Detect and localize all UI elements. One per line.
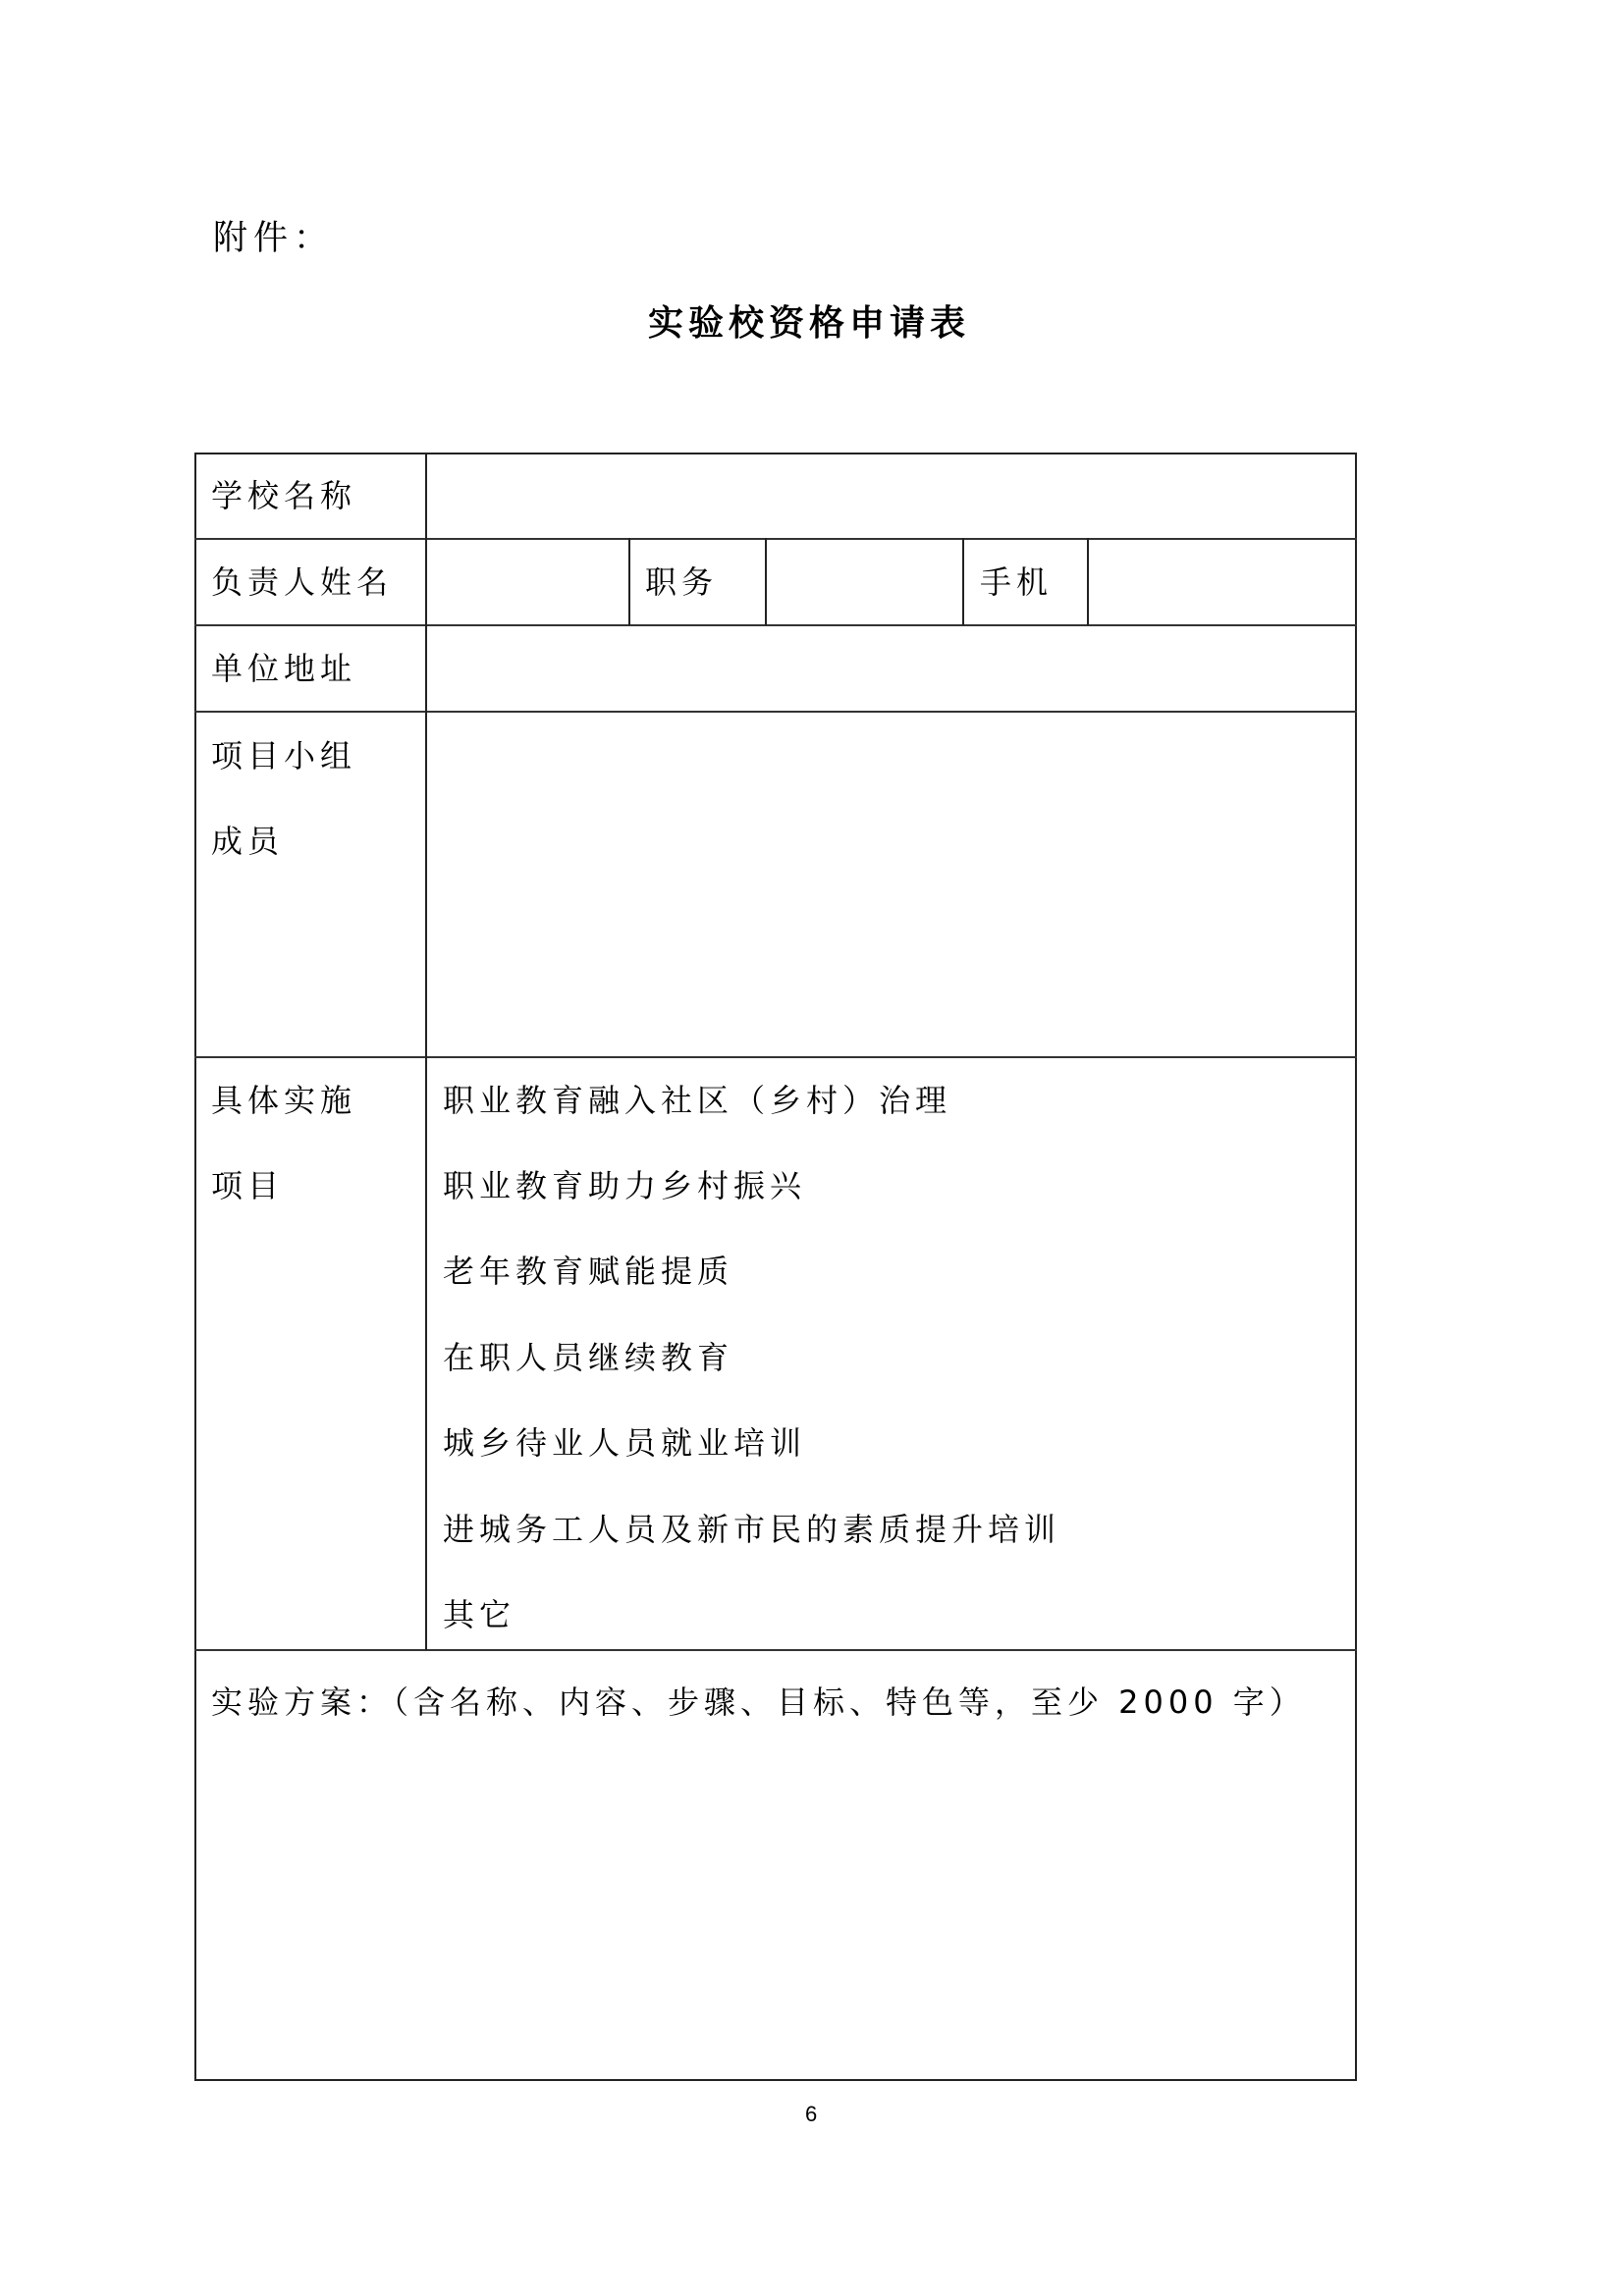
row-divider	[194, 624, 1357, 626]
row-divider	[194, 1056, 1357, 1058]
leader-name-field[interactable]	[428, 541, 628, 624]
row-divider	[194, 1649, 1357, 1651]
column-divider	[1087, 538, 1089, 625]
project-option[interactable]: 老年教育赋能提质	[443, 1253, 734, 1290]
project-option[interactable]: 在职人员继续教育	[443, 1339, 734, 1376]
mobile-field[interactable]	[1090, 541, 1355, 624]
attachment-label: 附件：	[213, 219, 335, 258]
project-option[interactable]: 职业教育融入社区（乡村）治理	[443, 1082, 952, 1119]
position-field[interactable]	[768, 541, 962, 624]
project-option[interactable]: 进城务工人员及新市民的素质提升培训	[443, 1511, 1061, 1548]
plan-label: 实验方案：（含名称、内容、步骤、目标、特色等，至少 2000 字）	[211, 1683, 1306, 1721]
column-divider	[962, 538, 964, 625]
column-divider	[628, 538, 630, 625]
project-option[interactable]: 职业教育助力乡村振兴	[443, 1167, 807, 1204]
project-option[interactable]: 其它	[443, 1596, 516, 1633]
school-name-label: 学校名称	[211, 477, 357, 514]
page-title: 实验校资格申请表	[648, 303, 971, 344]
plan-field[interactable]	[196, 1728, 1355, 2079]
column-divider	[765, 538, 767, 625]
row-divider	[194, 538, 1357, 540]
position-label: 职务	[645, 563, 719, 601]
address-field[interactable]	[428, 627, 1355, 711]
team-members-label-line1: 项目小组	[211, 737, 357, 774]
projects-label-line2: 项目	[211, 1167, 285, 1204]
leader-name-label: 负责人姓名	[211, 563, 394, 601]
team-members-label-line2: 成员	[211, 823, 285, 860]
team-members-field[interactable]	[428, 714, 1355, 1056]
column-divider	[425, 453, 427, 1650]
page-number: 6	[805, 2102, 818, 2126]
row-divider	[194, 711, 1357, 713]
project-option[interactable]: 城乡待业人员就业培训	[443, 1424, 807, 1462]
address-label: 单位地址	[211, 650, 357, 687]
mobile-label: 手机	[980, 563, 1054, 601]
school-name-field[interactable]	[428, 454, 1355, 538]
projects-label-line1: 具体实施	[211, 1082, 357, 1119]
